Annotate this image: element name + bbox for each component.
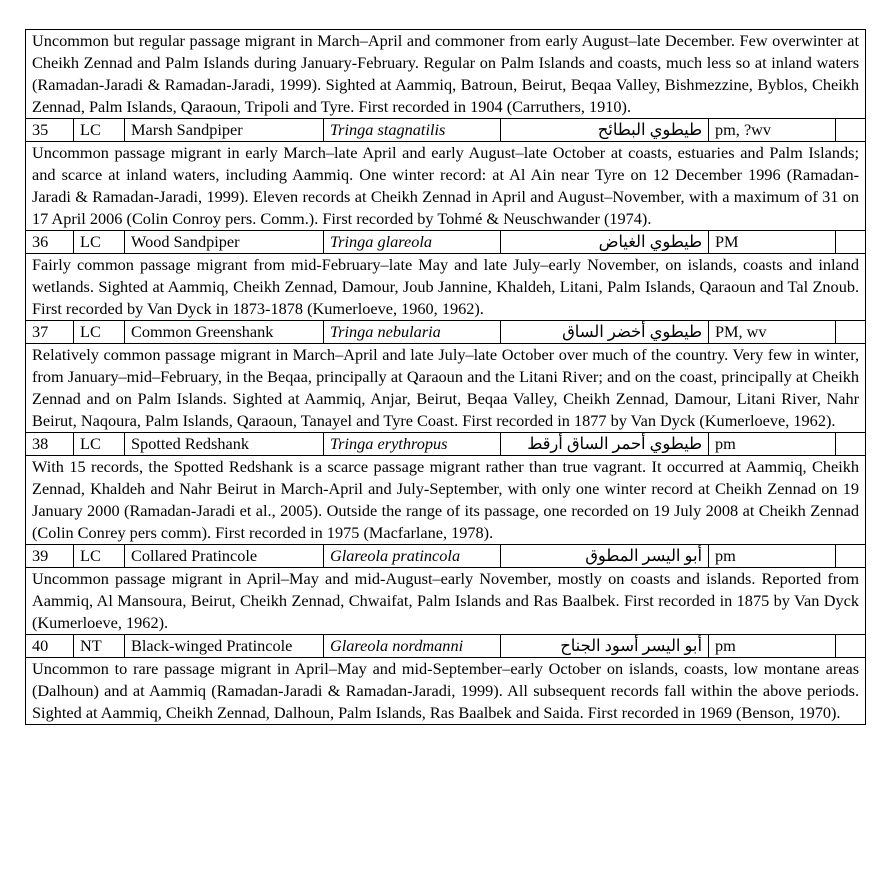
iucn-status: LC <box>74 545 125 568</box>
common-name: Common Greenshank <box>125 321 324 344</box>
species-header-row <box>26 231 866 254</box>
scientific-name: Tringa glareola <box>324 231 501 254</box>
arabic-name: أبو اليسر المطوق <box>501 545 709 568</box>
common-name: Collared Pratincole <box>125 545 324 568</box>
arabic-name: طيطوي أحمر الساق أرقط <box>501 433 709 456</box>
scientific-name: Tringa erythropus <box>324 433 501 456</box>
common-name: Marsh Sandpiper <box>125 119 324 142</box>
scientific-name: Tringa nebularia <box>324 321 501 344</box>
arabic-name: طيطوي الغياض <box>501 231 709 254</box>
species-description-row <box>26 254 866 321</box>
occurrence-status: pm <box>709 635 836 658</box>
arabic-name: طيطوي أخضر الساق <box>501 321 709 344</box>
species-description-row <box>26 344 866 433</box>
scientific-name: Tringa stagnatilis <box>324 119 501 142</box>
species-description-row <box>26 456 866 545</box>
blank-cell <box>836 545 866 568</box>
species-description: Fairly common passage migrant from mid-February–late May and late July–early November, on islands, coasts and inland wetlands. Sighted at Aammiq, Cheikh Zennad, Damour, Joub Jannine, Khaldeh, Litani, Palm Islands, Qaraoun and Tal Znoub. First recorded by Van Dyck in 1873-1878 (Kumerloeve, 1960, 1962). <box>26 254 866 321</box>
species-description: Uncommon passage migrant in early March–late April and early August–late October at coasts, estuaries and Palm Islands; and scarce at inland waters, including Aammiq. One winter record: at Al Ain near Tyre on 12 December 1996 (Ramadan-Jaradi & Ramadan-Jaradi, 1999). Eleven records at Cheikh Zennad in April and August–November, with a maximum of 31 on 17 April 2006 (Colin Conroy pers. Comm.). First recorded by Tohmé & Neuschwander (1974). <box>26 142 866 231</box>
species-description: With 15 records, the Spotted Redshank is a scarce passage migrant rather than true vagrant. It occurred at Aammiq, Cheikh Zennad, Khaldeh and Nahr Beirut in March-April and July-September, with only one winter record at Cheikh Zennad on 19 January 2000 (Ramadan-Jaradi et al., 2005). Outside the range of its passage, one recorded on 19 July 2008 at Cheikh Zennad (Colin Conrey pers comm). First recorded in 1975 (Macfarlane, 1978). <box>26 456 866 545</box>
occurrence-status: pm <box>709 433 836 456</box>
blank-cell <box>836 433 866 456</box>
intro-description: Uncommon but regular passage migrant in March–April and commoner from early August–late December. Few overwinter at Cheikh Zennad and Palm Islands during January-February. Regular on Palm Islands and coasts, much less so at inland waters (Ramadan-Jaradi & Ramadan-Jaradi, 1999). Sighted at Aammiq, Batroun, Beirut, Beqaa Valley, Bishmezzine, Byblos, Cheikh Zennad, Palm Islands, Qaraoun, Tripoli and Tyre. First recorded in 1904 (Carruthers, 1910). <box>26 30 866 119</box>
blank-cell <box>836 321 866 344</box>
species-number: 40 <box>26 635 74 658</box>
species-description-row <box>26 568 866 635</box>
species-number: 38 <box>26 433 74 456</box>
species-description-row <box>26 658 866 725</box>
species-header-row <box>26 433 866 456</box>
species-description: Relatively common passage migrant in March–April and late July–late October over much of the country. Very few in winter, from January–mid–February, in the Beqaa, principally at Qaraoun and the Litani River; and on the coast, principally at Cheikh Zennad and on Palm Islands. Sighted at Aammiq, Anjar, Beirut, Beqaa Valley, Cheikh Zennad, Damour, Litani River, Nahr Beirut, Naqoura, Palm Islands, Qaraoun, Tanayel and Tyre Coast. First recorded in 1877 by Van Dyck (Kumerloeve, 1962). <box>26 344 866 433</box>
species-header-row <box>26 545 866 568</box>
species-description-row <box>26 142 866 231</box>
iucn-status: NT <box>74 635 125 658</box>
scientific-name: Glareola pratincola <box>324 545 501 568</box>
species-number: 39 <box>26 545 74 568</box>
blank-cell <box>836 635 866 658</box>
occurrence-status: pm, ?wv <box>709 119 836 142</box>
common-name: Spotted Redshank <box>125 433 324 456</box>
occurrence-status: PM <box>709 231 836 254</box>
iucn-status: LC <box>74 119 125 142</box>
occurrence-status: PM, wv <box>709 321 836 344</box>
species-header-row <box>26 635 866 658</box>
intro-row <box>26 30 866 119</box>
species-number: 36 <box>26 231 74 254</box>
occurrence-status: pm <box>709 545 836 568</box>
arabic-name: أبو اليسر أسود الجناح <box>501 635 709 658</box>
species-table <box>25 29 866 725</box>
species-description: Uncommon to rare passage migrant in April–May and mid-September–early October on islands, coasts, low montane areas (Dalhoun) and at Aammiq (Ramadan-Jaradi & Ramadan-Jaradi, 1999). All subsequent records fall within the above periods. Sighted at Aammiq, Cheikh Zennad, Dalhoun, Palm Islands, Ras Baalbek and Saida. First recorded in 1969 (Benson, 1970). <box>26 658 866 725</box>
blank-cell <box>836 231 866 254</box>
arabic-name: طيطوي البطائح <box>501 119 709 142</box>
blank-cell <box>836 119 866 142</box>
common-name: Wood Sandpiper <box>125 231 324 254</box>
common-name: Black-winged Pratincole <box>125 635 324 658</box>
scientific-name: Glareola nordmanni <box>324 635 501 658</box>
species-header-row <box>26 119 866 142</box>
iucn-status: LC <box>74 231 125 254</box>
species-header-row <box>26 321 866 344</box>
iucn-status: LC <box>74 433 125 456</box>
species-number: 35 <box>26 119 74 142</box>
species-description: Uncommon passage migrant in April–May and mid-August–early November, mostly on coasts and islands. Reported from Aammiq, Al Mansoura, Beirut, Cheikh Zennad, Chwaifat, Palm Islands and Ras Baalbek. First recorded in 1875 by Van Dyck (Kumerloeve, 1962). <box>26 568 866 635</box>
iucn-status: LC <box>74 321 125 344</box>
species-number: 37 <box>26 321 74 344</box>
species-account-document <box>25 29 865 725</box>
